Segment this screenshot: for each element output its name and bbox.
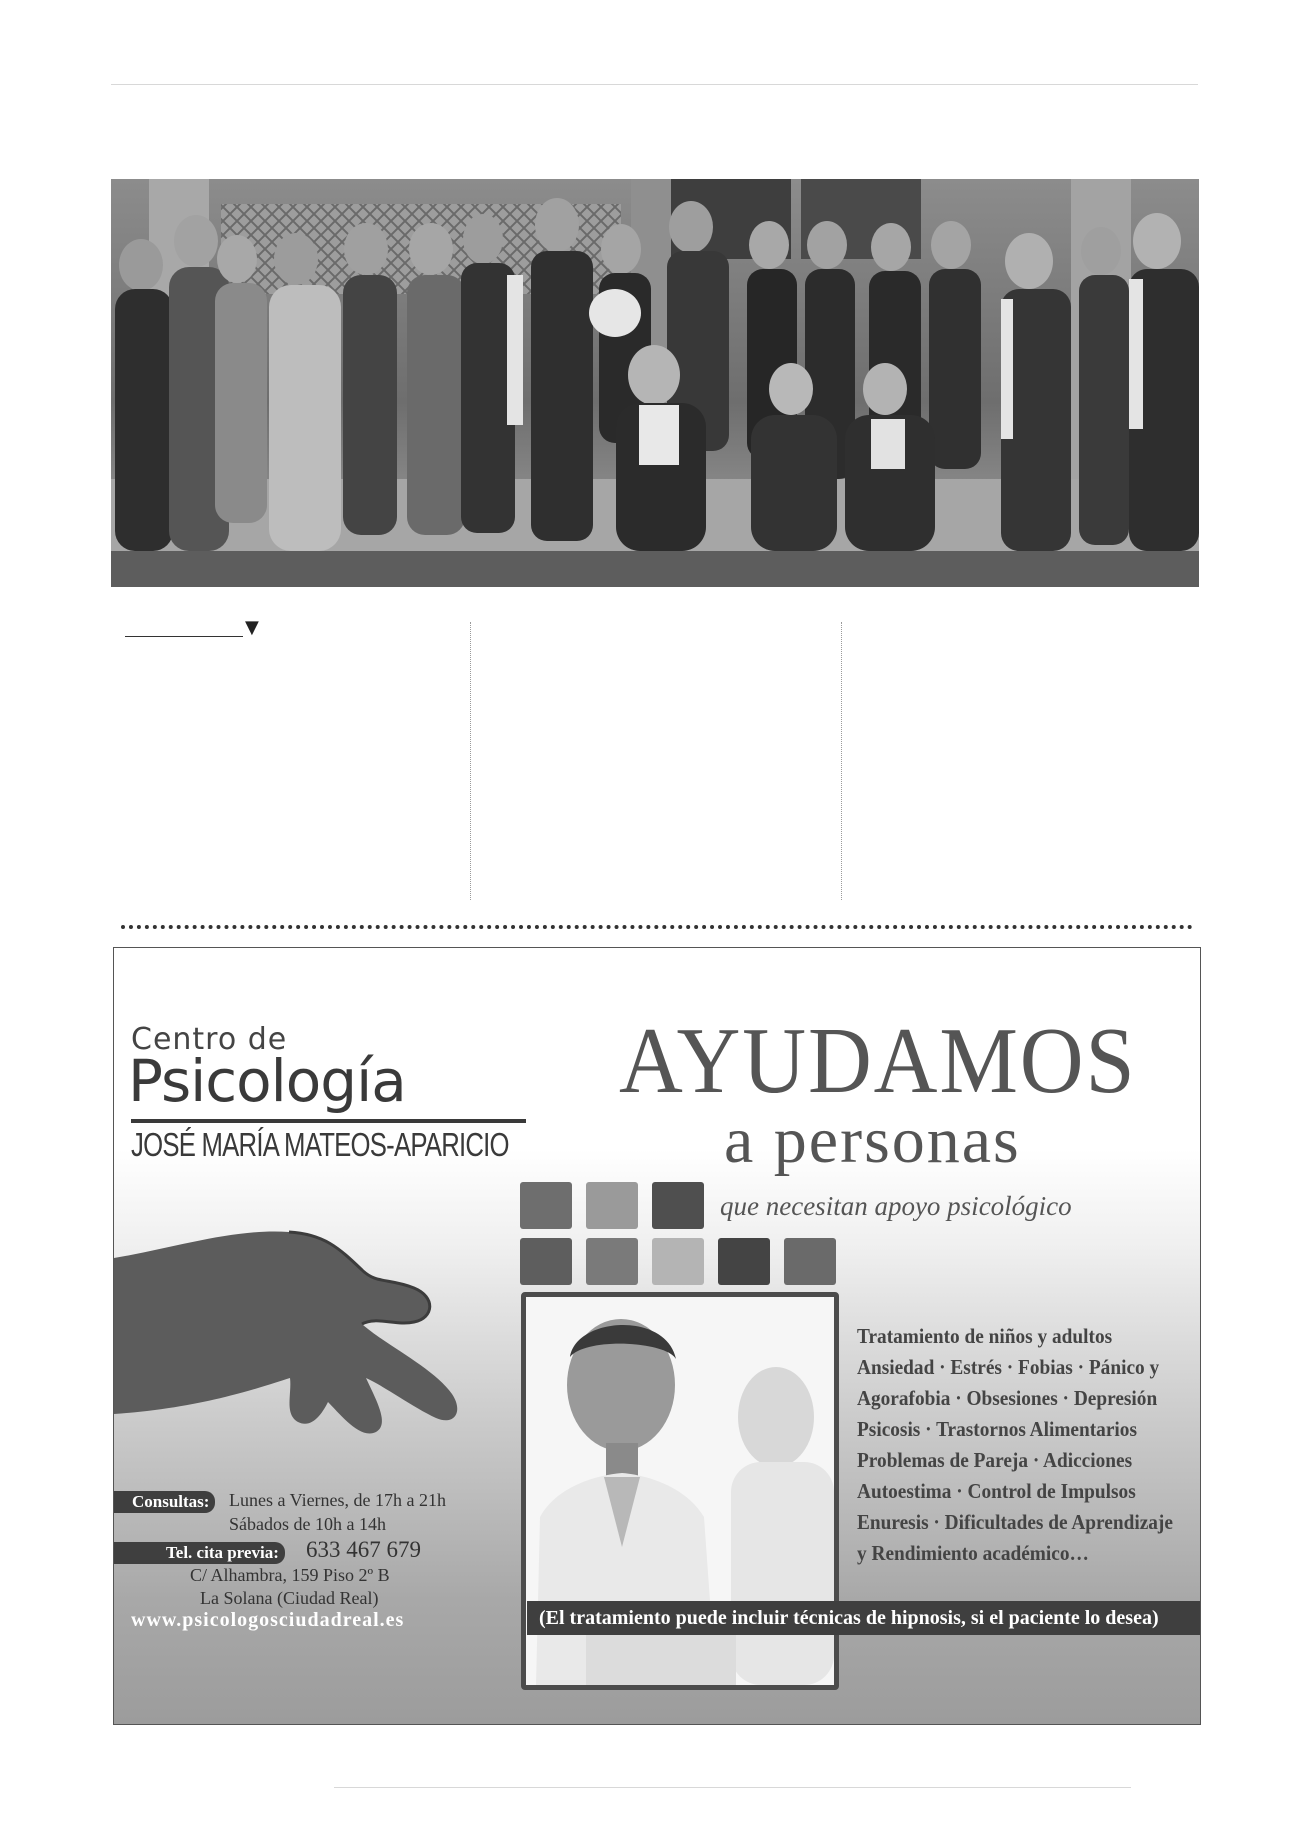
hypnosis-note: (El tratamiento puede incluir técnicas de hipnosis, si el paciente lo desea) bbox=[527, 1601, 1201, 1635]
brand-line-3: JOSÉ MARÍA MATEOS-APARICIO bbox=[131, 1126, 509, 1163]
website-link[interactable]: www.psicologosciudadreal.es bbox=[131, 1609, 405, 1631]
dotted-separator bbox=[121, 925, 1193, 929]
address-line-2: La Solana (Ciudad Real) bbox=[200, 1588, 379, 1608]
decor-square bbox=[652, 1182, 704, 1229]
photo-caption-bar bbox=[111, 551, 1199, 587]
brand-line-2: Psicología bbox=[128, 1047, 406, 1115]
decor-square bbox=[652, 1238, 704, 1285]
decor-square bbox=[586, 1182, 638, 1229]
headline-1: AYUDAMOS bbox=[619, 1009, 1137, 1113]
column-divider bbox=[470, 622, 471, 900]
treatment-item: y Rendimiento académico… bbox=[857, 1541, 1089, 1565]
consultas-saturday: Sábados de 10h a 14h bbox=[229, 1514, 386, 1534]
treatment-item: Ansiedad · Estrés · Fobias · Pánico y bbox=[857, 1355, 1160, 1379]
headline-3: que necesitan apoyo psicológico bbox=[720, 1191, 1072, 1221]
treatment-list bbox=[857, 1321, 1200, 1569]
down-triangle-icon: ▼ bbox=[245, 617, 259, 638]
decor-square bbox=[520, 1182, 572, 1229]
section-marker-line bbox=[125, 636, 243, 637]
headline-2: a personas bbox=[724, 1104, 1021, 1177]
decor-square bbox=[586, 1238, 638, 1285]
phone-number: 633 467 679 bbox=[306, 1537, 421, 1562]
section-marker bbox=[125, 617, 259, 638]
brand-line-1: Centro de bbox=[131, 1022, 288, 1057]
top-rule bbox=[111, 84, 1198, 85]
psychology-advert bbox=[113, 947, 1201, 1725]
phone-label: Tel. cita previa: bbox=[114, 1542, 285, 1564]
treatment-item: Psicosis · Trastornos Alimentarios bbox=[857, 1417, 1137, 1441]
treatment-item: Problemas de Pareja · Adicciones bbox=[857, 1448, 1133, 1472]
open-hand-image bbox=[114, 1218, 494, 1448]
treatment-item: Autoestima · Control de Impulsos bbox=[857, 1479, 1136, 1503]
brand-rule bbox=[131, 1119, 526, 1123]
decor-square bbox=[520, 1238, 572, 1285]
treatment-item: Enuresis · Dificultades de Aprendizaje bbox=[857, 1510, 1173, 1534]
consultas-label: Consultas: bbox=[114, 1491, 215, 1513]
decor-square bbox=[718, 1238, 770, 1285]
decor-square bbox=[784, 1238, 836, 1285]
treatment-item: Agorafobia · Obsesiones · Depresión bbox=[857, 1386, 1158, 1410]
bottom-rule bbox=[334, 1787, 1131, 1788]
column-divider bbox=[841, 622, 842, 900]
treatment-item: Tratamiento de niños y adultos bbox=[857, 1324, 1113, 1348]
group-photo bbox=[111, 179, 1199, 551]
address-line-1: C/ Alhambra, 159 Piso 2º B bbox=[190, 1565, 390, 1585]
consultas-weekdays: Lunes a Viernes, de 17h a 21h bbox=[229, 1490, 447, 1510]
